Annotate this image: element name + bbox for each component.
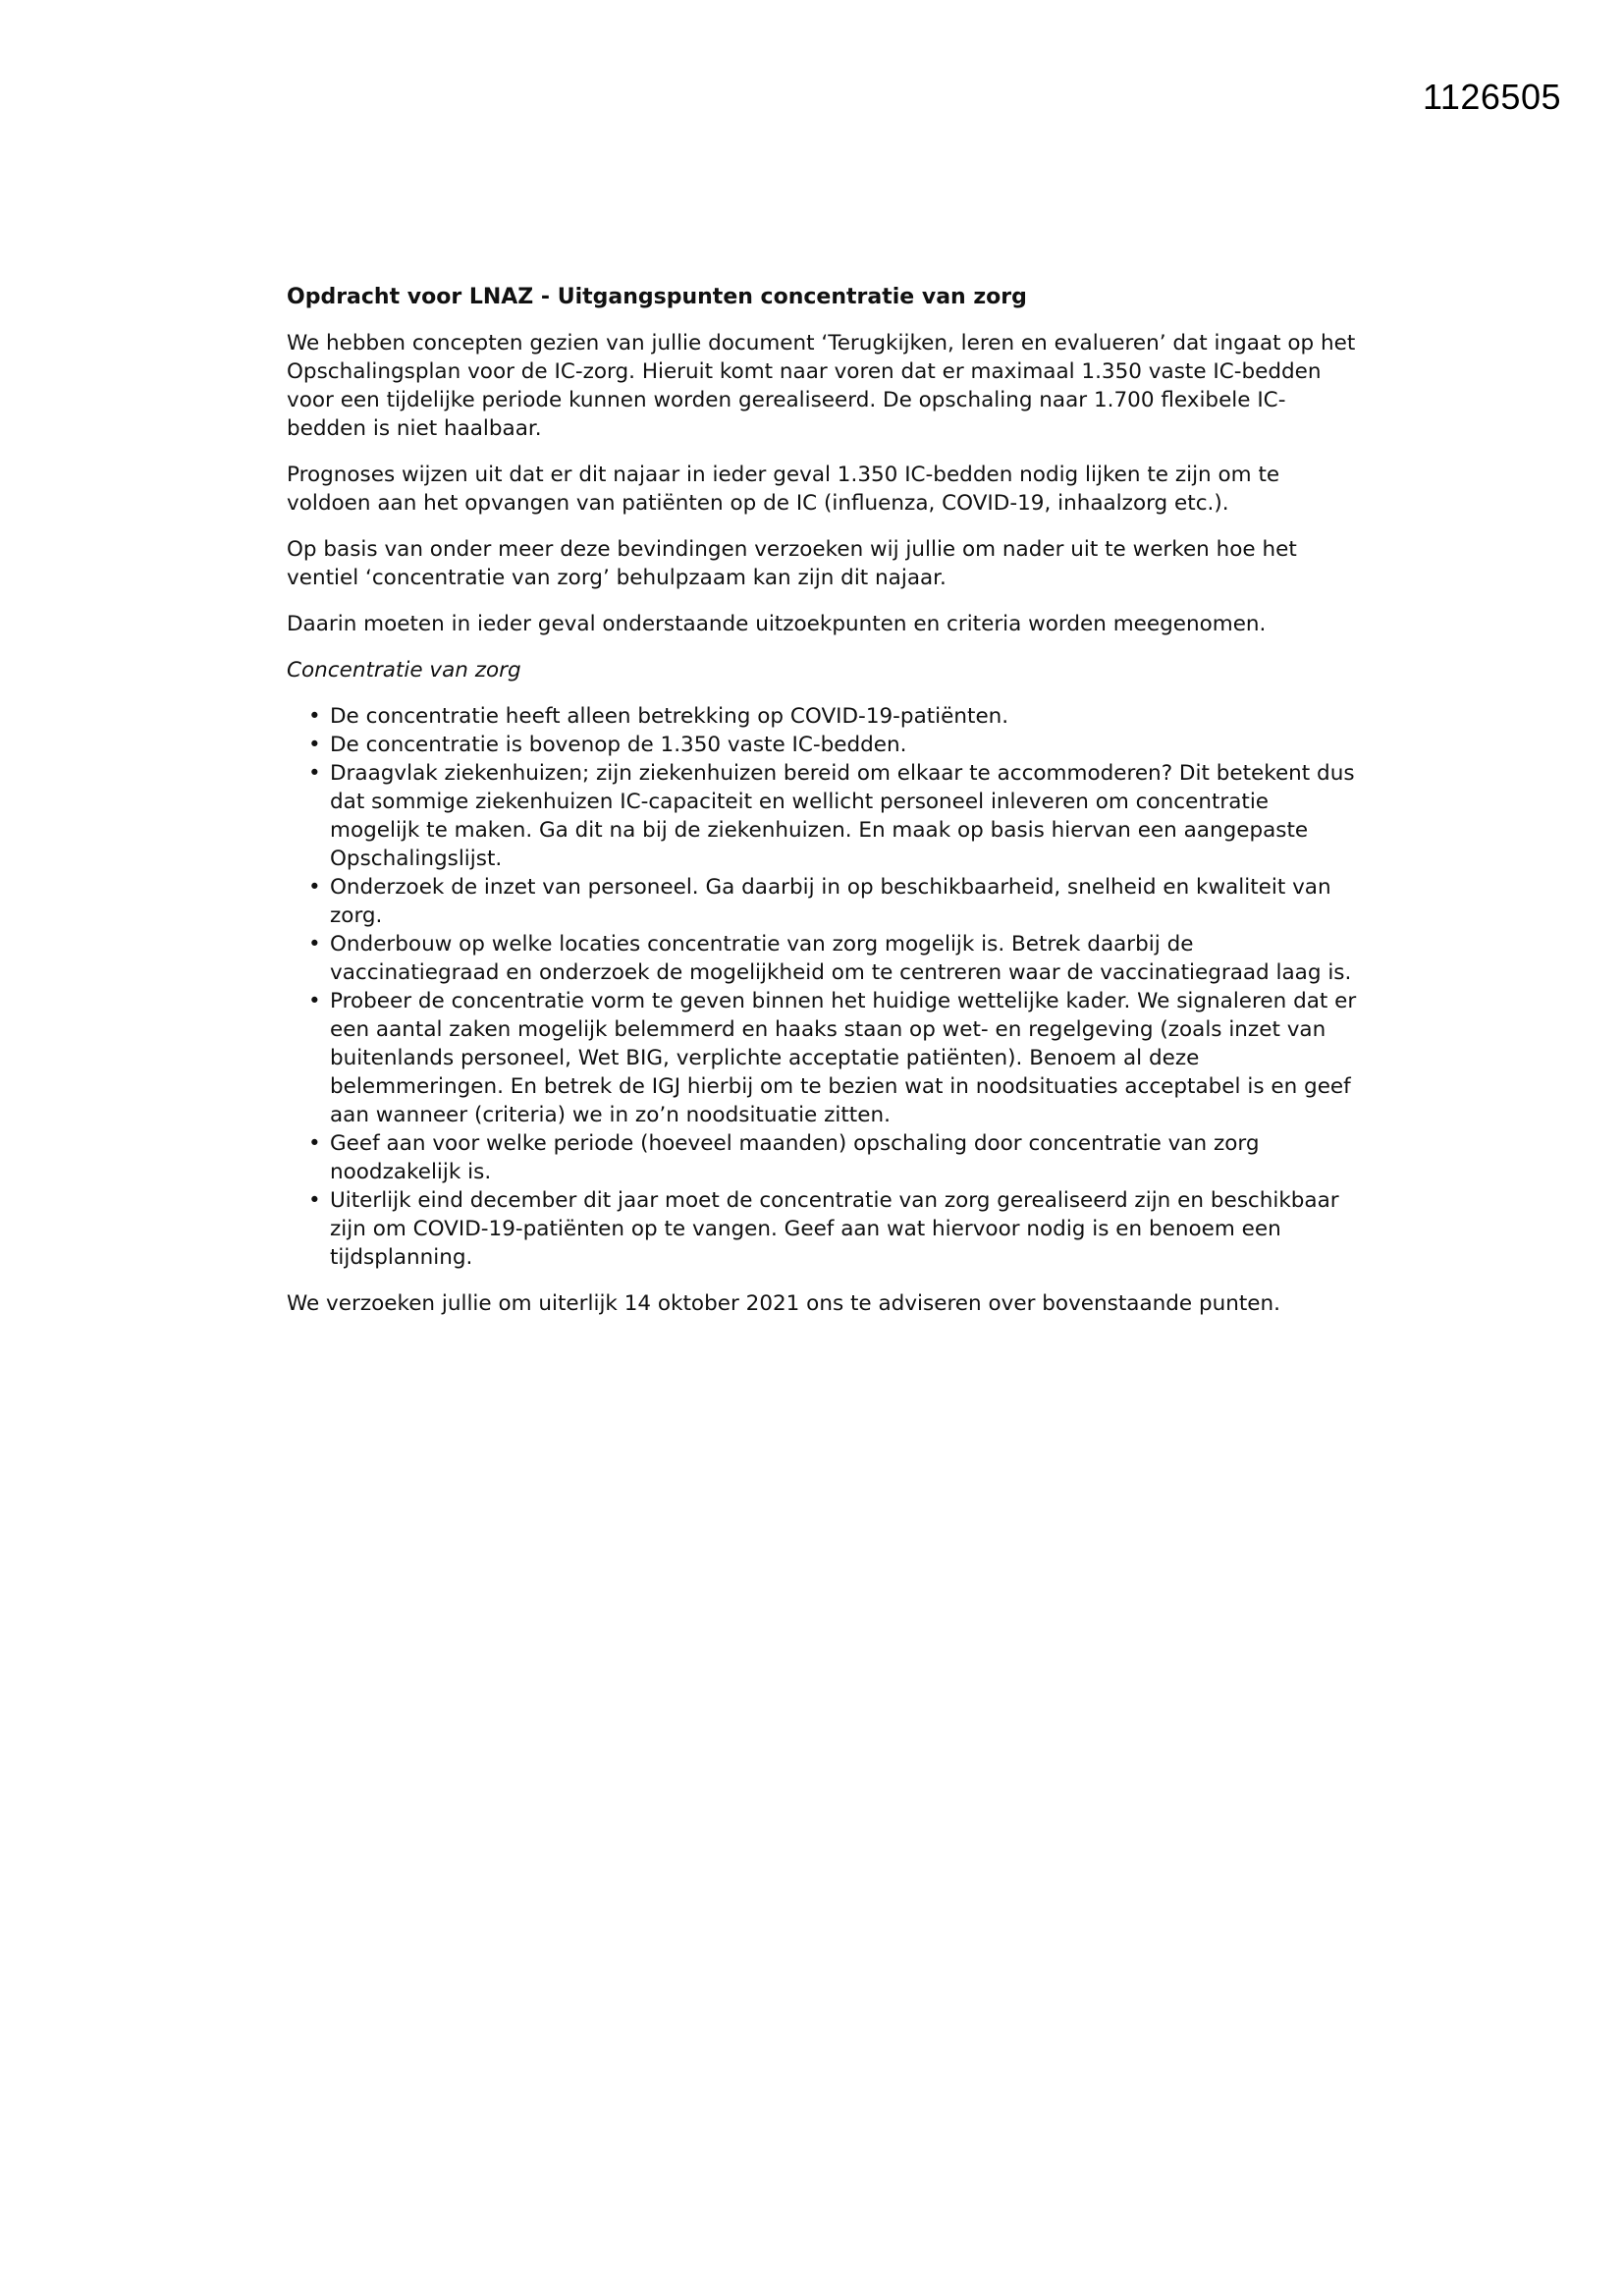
list-item-text: Onderbouw op welke locaties concentratie van zorg mogelijk is. Betrek daarbij de vaccinatiegraad en onderzoek de mogelijkheid om te centreren waar de vaccinatiegraad laag is. — [330, 932, 1352, 985]
bullet-icon: • — [308, 704, 321, 729]
document-number: 1126505 — [1423, 77, 1561, 117]
criteria-intro-paragraph: Daarin moeten in ieder geval onderstaande uitzoekpunten en criteria worden meegenomen. — [287, 612, 1267, 636]
list-item — [287, 702, 1357, 731]
list-item-text: Uiterlijk eind december dit jaar moet de concentratie van zorg gerealiseerd zijn en beschikbaar zijn om COVID-19-patiënten op te vangen. Geef aan wat hiervoor nodig is en benoem een tijdsplanning. — [330, 1188, 1339, 1270]
section-subheading: Concentratie van zorg — [287, 658, 521, 683]
list-item-text: Draagvlak ziekenhuizen; zijn ziekenhuizen bereid om elkaar te accommoderen? Dit betekent dus dat sommige ziekenhuizen IC-capaciteit en wellicht personeel inleveren om concentratie mogelijk te maken. Ga dit na bij de ziekenhuizen. En maak op basis hiervan een aangepaste Opschalingslijst. — [330, 761, 1355, 871]
bullet-icon: • — [308, 875, 321, 900]
document-title: Opdracht voor LNAZ - Uitgangspunten concentratie van zorg — [287, 285, 1027, 309]
list-item — [287, 731, 1357, 759]
document-body — [287, 283, 1357, 1336]
list-item-text: Onderzoek de inzet van personeel. Ga daarbij in op beschikbaarheid, snelheid en kwaliteit van zorg. — [330, 875, 1331, 928]
request-paragraph: Op basis van onder meer deze bevindingen verzoeken wij jullie om nader uit te werken hoe het ventiel ‘concentratie van zorg’ behulpzaam kan zijn dit najaar. — [287, 537, 1297, 590]
prognosis-paragraph: Prognoses wijzen uit dat er dit najaar in ieder geval 1.350 IC-bedden nodig lijken te zijn om te voldoen aan het opvangen van patiënten op de IC (influenza, COVID-19, inhaalzorg etc.). — [287, 463, 1280, 516]
intro-paragraph: We hebben concepten gezien van jullie document ‘Terugkijken, leren en evalueren’ dat ingaat op het Opschalingsplan voor de IC-zorg. Hieruit komt naar voren dat er maximaal 1.350 vaste IC-bedden voor een tijdelijke periode kunnen worden gerealiseerd. De opschaling naar 1.700 flexibele IC-bedden is niet haalbaar. — [287, 331, 1356, 441]
list-item-text: Probeer de concentratie vorm te geven binnen het huidige wettelijke kader. We signaleren dat er een aantal zaken mogelijk belemmerd en haaks staan op wet- en regelgeving (zoals inzet van buitenlands personeel, Wet BIG, verplichte acceptatie patiënten). Benoem al deze belemmeringen. En betrek de IGJ hierbij om te bezien wat in noodsituaties acceptabel is en geef aan wanneer (criteria) we in zo’n noodsituatie zitten. — [330, 989, 1357, 1127]
list-item — [287, 759, 1357, 873]
closing-paragraph: We verzoeken jullie om uiterlijk 14 oktober 2021 ons te adviseren over bovenstaande punten. — [287, 1291, 1280, 1316]
bullet-icon: • — [308, 1188, 321, 1213]
list-item — [287, 1186, 1357, 1272]
list-item — [287, 1129, 1357, 1186]
bullet-icon: • — [308, 932, 321, 957]
list-item — [287, 987, 1357, 1129]
bullet-icon: • — [308, 761, 321, 786]
list-item-text: Geef aan voor welke periode (hoeveel maanden) opschaling door concentratie van zorg noodzakelijk is. — [330, 1131, 1260, 1184]
list-item-text: De concentratie heeft alleen betrekking op COVID-19-patiënten. — [330, 704, 1009, 729]
criteria-list — [287, 702, 1357, 1272]
list-item — [287, 930, 1357, 987]
bullet-icon: • — [308, 1131, 321, 1156]
bullet-icon: • — [308, 733, 321, 757]
bullet-icon: • — [308, 989, 321, 1013]
list-item-text: De concentratie is bovenop de 1.350 vaste IC-bedden. — [330, 733, 907, 757]
list-item — [287, 873, 1357, 930]
